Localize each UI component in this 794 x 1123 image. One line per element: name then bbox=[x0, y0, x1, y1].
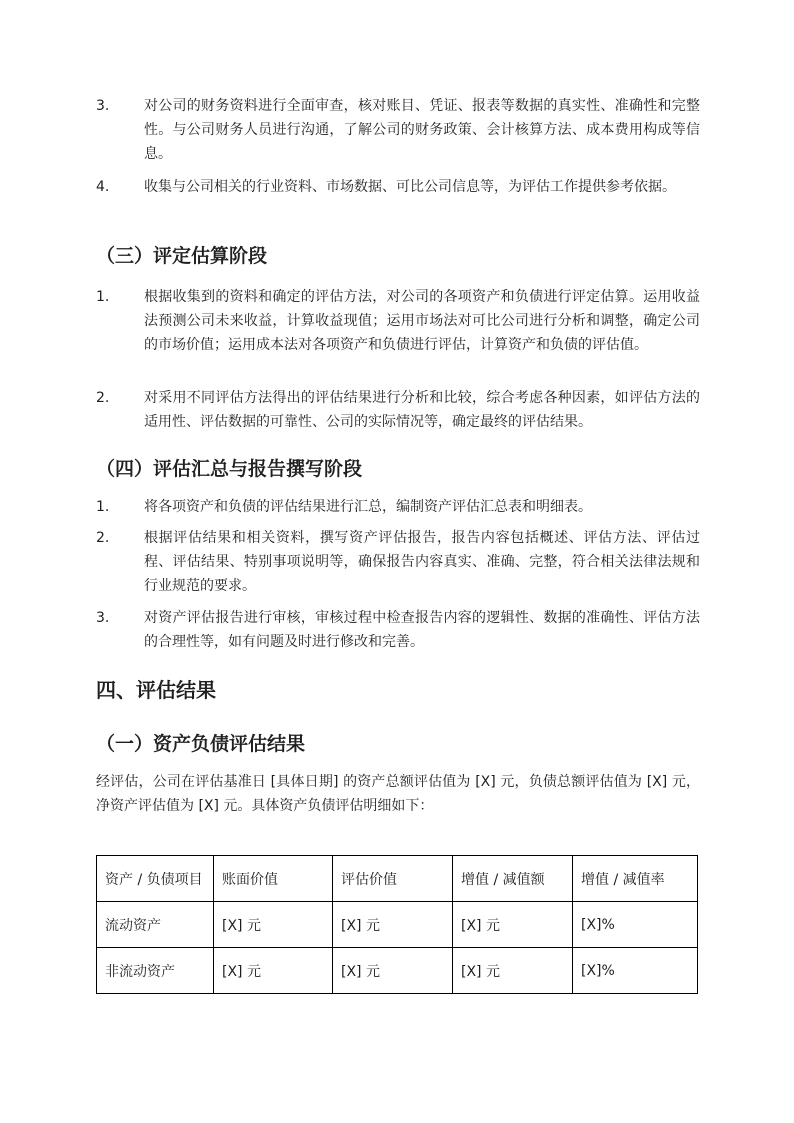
table-header-cell: 增值 / 减值额 bbox=[453, 856, 573, 902]
table-header-cell: 资产 / 负债项目 bbox=[97, 856, 214, 902]
table-header-cell: 增值 / 减值率 bbox=[573, 856, 698, 902]
list-item bbox=[96, 495, 700, 519]
section-heading-4: （四）评估汇总与报告撰写阶段 bbox=[96, 458, 363, 480]
table-cell: [X] 元 bbox=[333, 948, 453, 994]
list-item bbox=[96, 386, 700, 434]
table-cell: [X]% bbox=[573, 948, 698, 994]
list-item-number: 1. bbox=[96, 499, 110, 515]
list-item-number: 2. bbox=[96, 390, 110, 406]
table-cell: [X] 元 bbox=[453, 902, 573, 948]
table-cell: [X] 元 bbox=[333, 902, 453, 948]
chapter-heading: 四、评估结果 bbox=[96, 678, 216, 702]
list-item-text: 根据收集到的资料和确定的评估方法，对公司的各项资产和负债进行评定估算。运用收益法预测公司未来收益，计算收益现值；运用市场法对可比公司进行分析和调整，确定公司的市场价值；运用成本法对各项资产和负债进行评估，计算资产和负债的评估值。 bbox=[144, 289, 700, 353]
list-item-number: 1. bbox=[96, 289, 110, 305]
table-cell: 非流动资产 bbox=[97, 948, 214, 994]
subsection-heading: （一）资产负债评估结果 bbox=[96, 733, 306, 755]
list-item bbox=[96, 606, 700, 654]
list-item-text: 对公司的财务资料进行全面审查，核对账目、凭证、报表等数据的真实性、准确性和完整性。与公司财务人员进行沟通，了解公司的财务政策、会计核算方法、成本费用构成等信息。 bbox=[144, 98, 700, 162]
table-header-cell: 评估价值 bbox=[333, 856, 453, 902]
list-item-text: 将各项资产和负债的评估结果进行汇总，编制资产评估汇总表和明细表。 bbox=[144, 499, 592, 515]
table-row bbox=[97, 948, 698, 994]
table-cell: [X] 元 bbox=[214, 948, 333, 994]
list-item-text: 对资产评估报告进行审核，审核过程中检查报告内容的逻辑性、数据的准确性、评估方法的合理性等，如有问题及时进行修改和完善。 bbox=[144, 610, 700, 650]
table-row bbox=[97, 902, 698, 948]
table-header-cell: 账面价值 bbox=[214, 856, 333, 902]
list-item-number: 3. bbox=[96, 98, 110, 114]
section-heading-3: （三）评定估算阶段 bbox=[96, 245, 268, 267]
list-item-text: 收集与公司相关的行业资料、市场数据、可比公司信息等，为评估工作提供参考依据。 bbox=[144, 179, 676, 195]
list-item bbox=[96, 285, 700, 357]
table-cell: [X] 元 bbox=[453, 948, 573, 994]
asset-liability-table bbox=[96, 855, 698, 994]
list-item bbox=[96, 175, 700, 199]
list-item-number: 4. bbox=[96, 179, 110, 195]
table-cell: [X] 元 bbox=[214, 902, 333, 948]
list-item bbox=[96, 94, 700, 166]
table-cell: [X]% bbox=[573, 902, 698, 948]
table-header-row bbox=[97, 856, 698, 902]
paragraph: 经评估，公司在评估基准日 [具体日期] 的资产总额评估值为 [X] 元，负债总额评估值为 [X] 元，净资产评估值为 [X] 元。具体资产负债评估明细如下： bbox=[96, 774, 700, 814]
list-item bbox=[96, 526, 700, 598]
list-item-number: 2. bbox=[96, 530, 110, 546]
list-item-text: 对采用不同评估方法得出的评估结果进行分析和比较，综合考虑各种因素，如评估方法的适用性、评估数据的可靠性、公司的实际情况等，确定最终的评估结果。 bbox=[144, 390, 700, 430]
list-item-text: 根据评估结果和相关资料，撰写资产评估报告，报告内容包括概述、评估方法、评估过程、评估结果、特别事项说明等，确保报告内容真实、准确、完整，符合相关法律法规和行业规范的要求。 bbox=[144, 530, 700, 594]
table-cell: 流动资产 bbox=[97, 902, 214, 948]
list-item-number: 3. bbox=[96, 610, 110, 626]
